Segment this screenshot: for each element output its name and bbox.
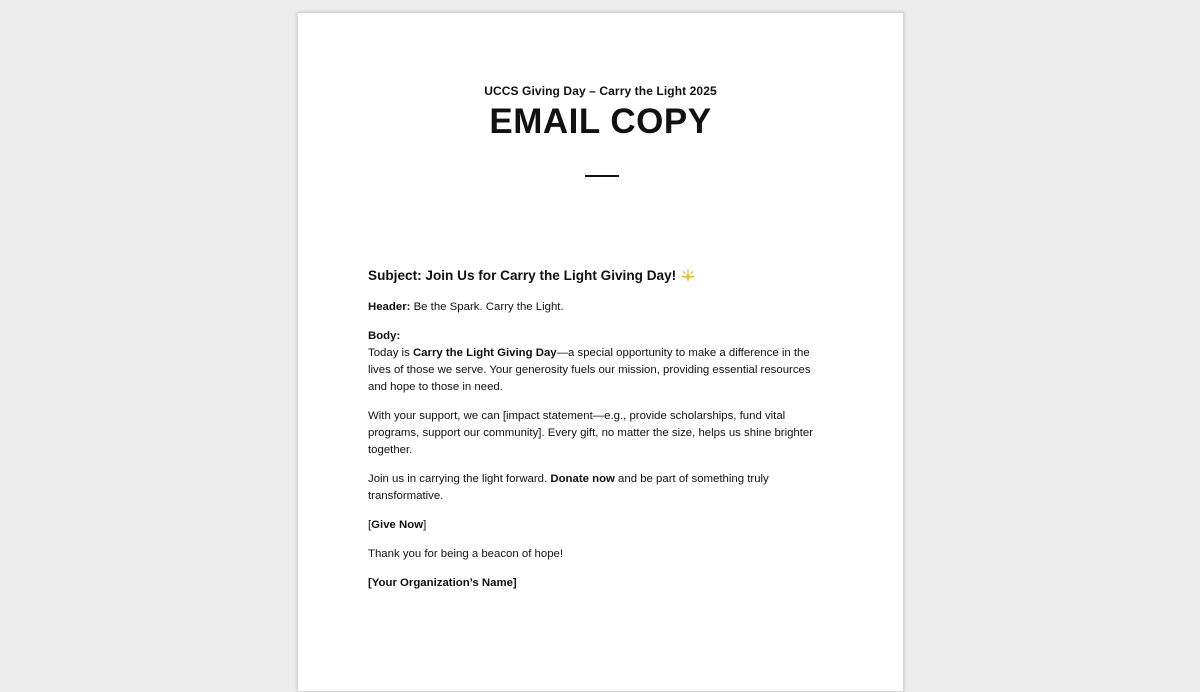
document-page xyxy=(297,12,904,692)
email-subject xyxy=(368,266,828,286)
donate-now-text: Donate now xyxy=(550,473,615,485)
cta-bracket-open: [ xyxy=(368,519,372,531)
header-text: Be the Spark. Carry the Light. xyxy=(410,301,564,313)
email-body-paragraph-3 xyxy=(368,471,828,505)
sparkle-icon xyxy=(681,269,695,283)
email-header-line xyxy=(368,299,828,316)
body-label: Body: xyxy=(368,330,401,342)
email-signature: [Your Organization’s Name] xyxy=(368,577,517,589)
header-label: Header: xyxy=(368,301,411,313)
title-divider xyxy=(585,175,619,177)
cta-bracket-close: ] xyxy=(423,519,427,531)
email-copy-body xyxy=(368,266,828,604)
give-now-cta[interactable] xyxy=(368,517,828,534)
email-body-paragraph-2: With your support, we can [impact statement—e.g., provide scholarships, fund vital programs, support our community]. Every gift, no matter the size, helps us shine brighter together. xyxy=(368,410,814,456)
body-p3-end: and be part of something truly transformative. xyxy=(368,473,769,502)
body-p1-end: —a special opportunity to make a difference in the lives of those we serve. Your generosity fuels our mission, providing essential resources and hope to those in need. xyxy=(368,347,811,393)
email-body-paragraph-1 xyxy=(368,328,828,396)
email-subject-text: Subject: Join Us for Carry the Light Giving Day! xyxy=(368,268,677,283)
body-p1-event-name: Carry the Light Giving Day xyxy=(412,347,557,359)
body-p3-start: Join us in carrying the light forward. xyxy=(368,473,551,485)
document-title: EMAIL COPY xyxy=(489,102,712,141)
email-thanks: Thank you for being a beacon of hope! xyxy=(368,548,564,560)
body-p1-start: Today is xyxy=(368,347,413,359)
document-subtitle: UCCS Giving Day – Carry the Light 2025 xyxy=(484,84,717,98)
give-now-label[interactable]: Give Now xyxy=(371,519,424,531)
